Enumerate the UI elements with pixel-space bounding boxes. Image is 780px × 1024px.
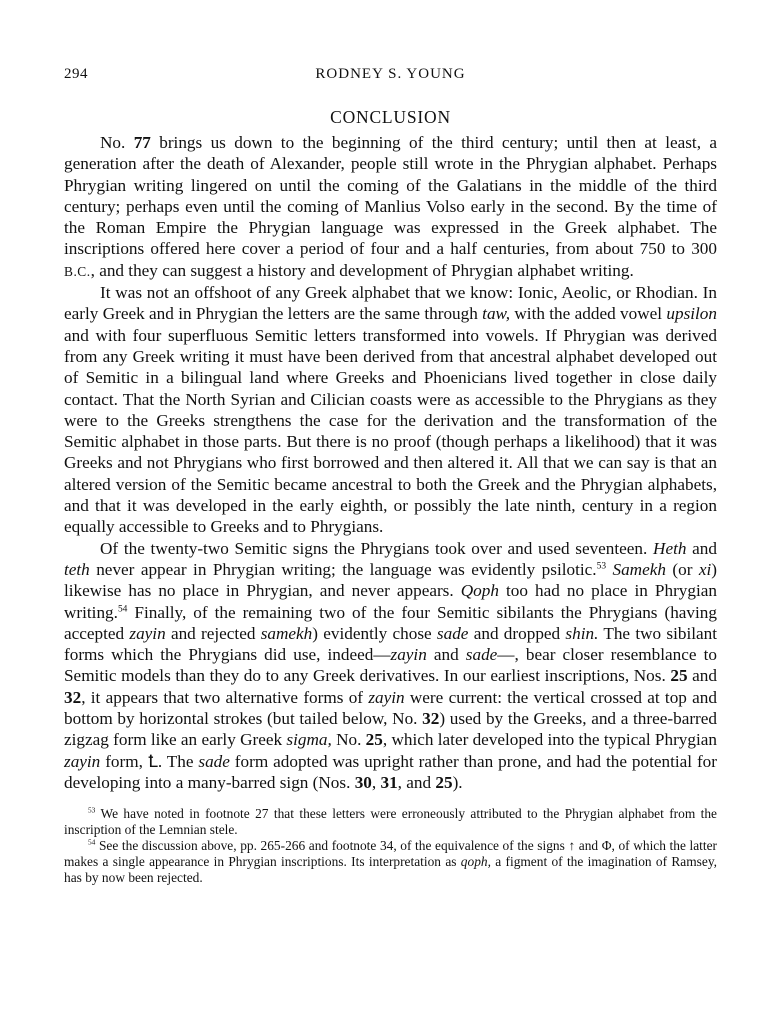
text-run: , which later developed into the typical Phrygian: [382, 730, 717, 750]
text-run: ) likewise has no place in Phrygian, and never appears.: [64, 559, 717, 601]
text-run: No.: [100, 133, 134, 152]
phi-sign-glyph: Φ: [601, 838, 612, 854]
text-run: and dropped: [468, 623, 566, 643]
italic-term: qoph,: [460, 854, 491, 870]
text-run: never appear in Phrygian writing; the language was evidently psilotic.: [89, 559, 597, 579]
inscription-number: 25: [365, 730, 383, 750]
text-run: ,: [371, 772, 381, 792]
italic-term: Samekh: [612, 559, 666, 579]
italic-term: upsilon: [666, 304, 717, 324]
text-run: and: [426, 645, 466, 665]
text-run: No.: [331, 730, 366, 750]
italic-term: Heth: [653, 538, 687, 558]
text-run: It was not an offshoot of any Greek alphabet that we know: Ionic, Aeolic, or Rhodian. In early Greek and in Phrygian the letters are the same through: [64, 283, 717, 324]
italic-term: zayin: [64, 751, 101, 771]
text-run: , of which the latter makes a single appearance in Phrygian inscriptions. Its interpretation as: [64, 838, 717, 870]
italic-term: taw,: [482, 304, 511, 324]
italic-term: Qoph: [460, 581, 499, 601]
footnote-mark: 54: [88, 837, 96, 847]
footnote-mark: 53: [88, 805, 96, 815]
text-run: and: [686, 538, 717, 558]
italic-term: xi: [698, 559, 712, 579]
arrow-sign-glyph: ↑: [568, 838, 576, 854]
italic-term: shin.: [565, 623, 599, 643]
text-run: (or: [665, 559, 699, 579]
italic-term: zayin: [390, 645, 427, 665]
page: [64, 62, 717, 886]
running-head: [64, 62, 717, 88]
section-title: CONCLUSION: [330, 107, 451, 127]
text-run: —, bear closer resemblance to Semitic models than they do to any Greek derivatives. In our earliest inscriptions, Nos.: [64, 645, 717, 686]
inscription-number: 32: [422, 709, 440, 729]
inscription-number: 31: [380, 772, 398, 792]
italic-term: sade: [198, 751, 230, 771]
text-run: Of the twenty-two Semitic signs the Phrygians took over and used seventeen.: [100, 538, 654, 558]
small-caps-abbrev: B.C.: [64, 263, 91, 279]
inscription-number: 77: [133, 133, 151, 152]
inscription-number: 25: [435, 772, 453, 792]
paragraph-1: [64, 132, 717, 282]
text-run: We have noted in footnote 27 that these letters were erroneously attributed to the Phrygian alphabet from the inscription of the Lemnian stele.: [64, 806, 717, 838]
italic-term: teth: [64, 559, 90, 579]
italic-term: zayin: [368, 687, 405, 707]
paragraph-3: [64, 538, 717, 794]
text-run: and: [575, 838, 602, 854]
text-run: ).: [452, 772, 463, 792]
text-run: brings us down to the beginning of the third century; until then at least, a generation after the death of Alexander, people still wrote in the Phrygian alphabet. Perhaps Phrygian writing lingered on until the coming of the Galatians in the middle of the third century; perhaps even until the coming of Manlius Volso early in the second. By the time of the Roman Empire the Phrygian language was expressed in the Greek alphabet. The inscriptions offered here cover a period of four and a half centuries, from about 750 to 300: [64, 133, 717, 259]
text-run: ) evidently chose: [312, 623, 437, 643]
italic-term: sigma,: [286, 730, 332, 750]
inscription-number: 30: [354, 772, 372, 792]
italic-term: sade: [436, 623, 469, 643]
phrygian-zayin-glyph: Ꝉ: [147, 751, 158, 771]
text-run: Finally, of the remaining two of the four Semitic sibilants the Phrygians (having accepted: [64, 602, 717, 643]
page-number: 294: [64, 66, 88, 82]
inscription-number: 32: [64, 687, 82, 707]
footnotes: [64, 806, 717, 886]
text-run: , and they can suggest a history and development of Phrygian alphabet writing.: [90, 260, 634, 280]
text-run: and with four superfluous Semitic letters transformed into vowels. If Phrygian was derived from any Greek writing it must have been derived from that ancestral alphabet developed out of Semitic in a bilingual land where Greeks and Phoenicians lived together in close daily contact. That the North Syrian and Cilician coasts were as accessible to the Phrygians as they were to the Greeks strengthens the case for the derivation and the transformation of the Semitic alphabet in those parts. But there is no proof (though perhaps a likelihood) that it was Greeks and not Phrygians who first borrowed and then altered it. All that we can say is that an altered version of the Semitic became ancestral to both the Greek and the Phrygian alphabets, and that it was developed in the early eighth, or possibly the late ninth, century in a region equally accessible to Greeks and to Phrygians.: [64, 325, 717, 537]
text-run: were current: the vertical crossed at top and bottom by horizontal strokes (but tailed below, No.: [64, 687, 717, 729]
text-run: and: [687, 666, 717, 686]
text-run: . The: [157, 751, 199, 771]
italic-term: samekh: [260, 623, 313, 643]
text-run: with the added vowel: [510, 304, 667, 324]
text-run: a figment of the imagination of Ramsey, has by now been rejected.: [64, 854, 717, 886]
footnote-53: [64, 806, 717, 838]
footnote-ref-53[interactable]: 53: [596, 561, 607, 572]
text-run: form,: [100, 751, 148, 771]
text-run: ) used by the Greeks, and a three-barred zigzag form like an early Greek: [64, 709, 717, 750]
paragraph-2: [64, 282, 717, 538]
text-run: , and: [397, 772, 436, 792]
footnote-ref-54[interactable]: 54: [117, 603, 128, 614]
running-title: RODNEY S. YOUNG: [315, 66, 466, 82]
italic-term: sade: [465, 645, 498, 665]
text-run: too had no place in Phrygian writing.: [64, 581, 717, 622]
text-run: The two sibilant forms which the Phrygians did use, indeed—: [64, 623, 718, 665]
text-run: See the discussion above, pp. 265-266 and footnote 34, of the equivalence of the signs: [95, 838, 569, 854]
italic-term: zayin: [129, 623, 166, 643]
footnote-54: [64, 838, 717, 886]
text-run: , it appears that two alternative forms of: [81, 687, 369, 707]
inscription-number: 25: [670, 666, 688, 686]
body-text: [64, 132, 717, 793]
text-run: and rejected: [165, 623, 261, 643]
text-run: form adopted was upright rather than prone, and had the potential for developing into a many-barred sign (Nos.: [64, 751, 717, 792]
